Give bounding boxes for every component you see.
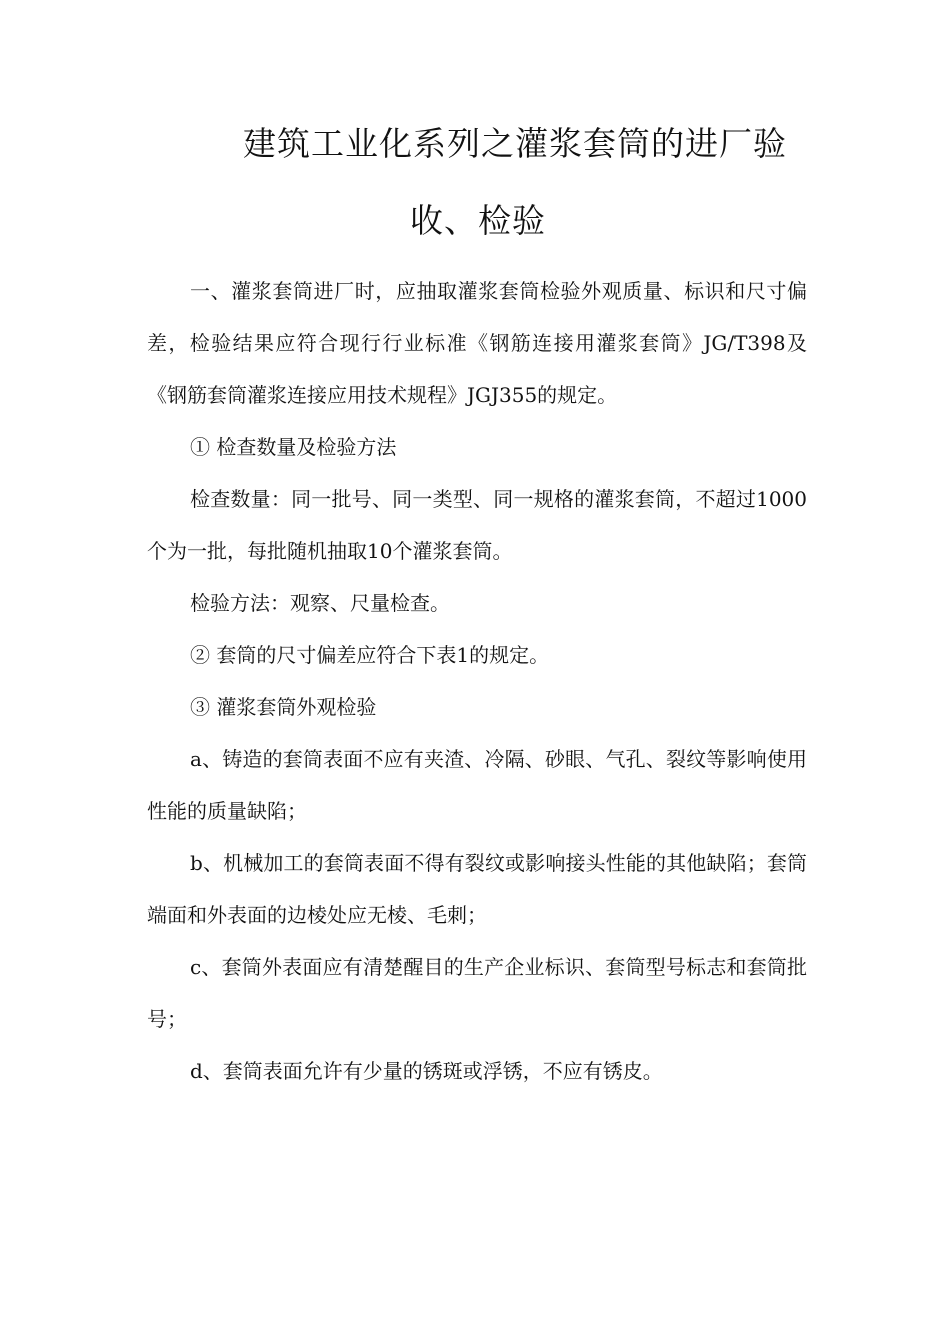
document-body bbox=[147, 265, 807, 1097]
paragraph-item-a: a、铸造的套筒表面不应有夹渣、冷隔、砂眼、气孔、裂纹等影响使用性能的质量缺陷； bbox=[147, 747, 807, 823]
paragraph-item-2: ② 套筒的尺寸偏差应符合下表1的规定。 bbox=[190, 643, 550, 667]
paragraph-inspection-intro: 一、灌浆套筒进厂时，应抽取灌浆套筒检验外观质量、标识和尺寸偏差，检验结果应符合现行行业标准《钢筋连接用灌浆套筒》JG/T398及《钢筋套筒灌浆连接应用技术规程》JGJ355的规定。 bbox=[147, 279, 807, 407]
paragraph-inspection-quantity: 检查数量：同一批号、同一类型、同一规格的灌浆套筒，不超过1000个为一批，每批随机抽取10个灌浆套筒。 bbox=[147, 487, 807, 563]
paragraph-item-b: b、机械加工的套筒表面不得有裂纹或影响接头性能的其他缺陷；套筒端面和外表面的边棱处应无棱、毛刺； bbox=[147, 851, 807, 927]
paragraph-item-d: d、套筒表面允许有少量的锈斑或浮锈，不应有锈皮。 bbox=[190, 1059, 663, 1083]
document-title-line-2: 收、检验 bbox=[410, 201, 546, 240]
paragraph-item-3-heading: ③ 灌浆套筒外观检验 bbox=[190, 695, 377, 719]
paragraph-inspection-method: 检验方法：观察、尺量检查。 bbox=[190, 591, 450, 615]
document-title-line-1: 建筑工业化系列之灌浆套筒的进厂验 bbox=[243, 124, 787, 163]
paragraph-item-c: c、套筒外表面应有清楚醒目的生产企业标识、套筒型号标志和套筒批号； bbox=[147, 955, 807, 1031]
paragraph-item-1-heading: ① 检查数量及检验方法 bbox=[190, 435, 397, 459]
